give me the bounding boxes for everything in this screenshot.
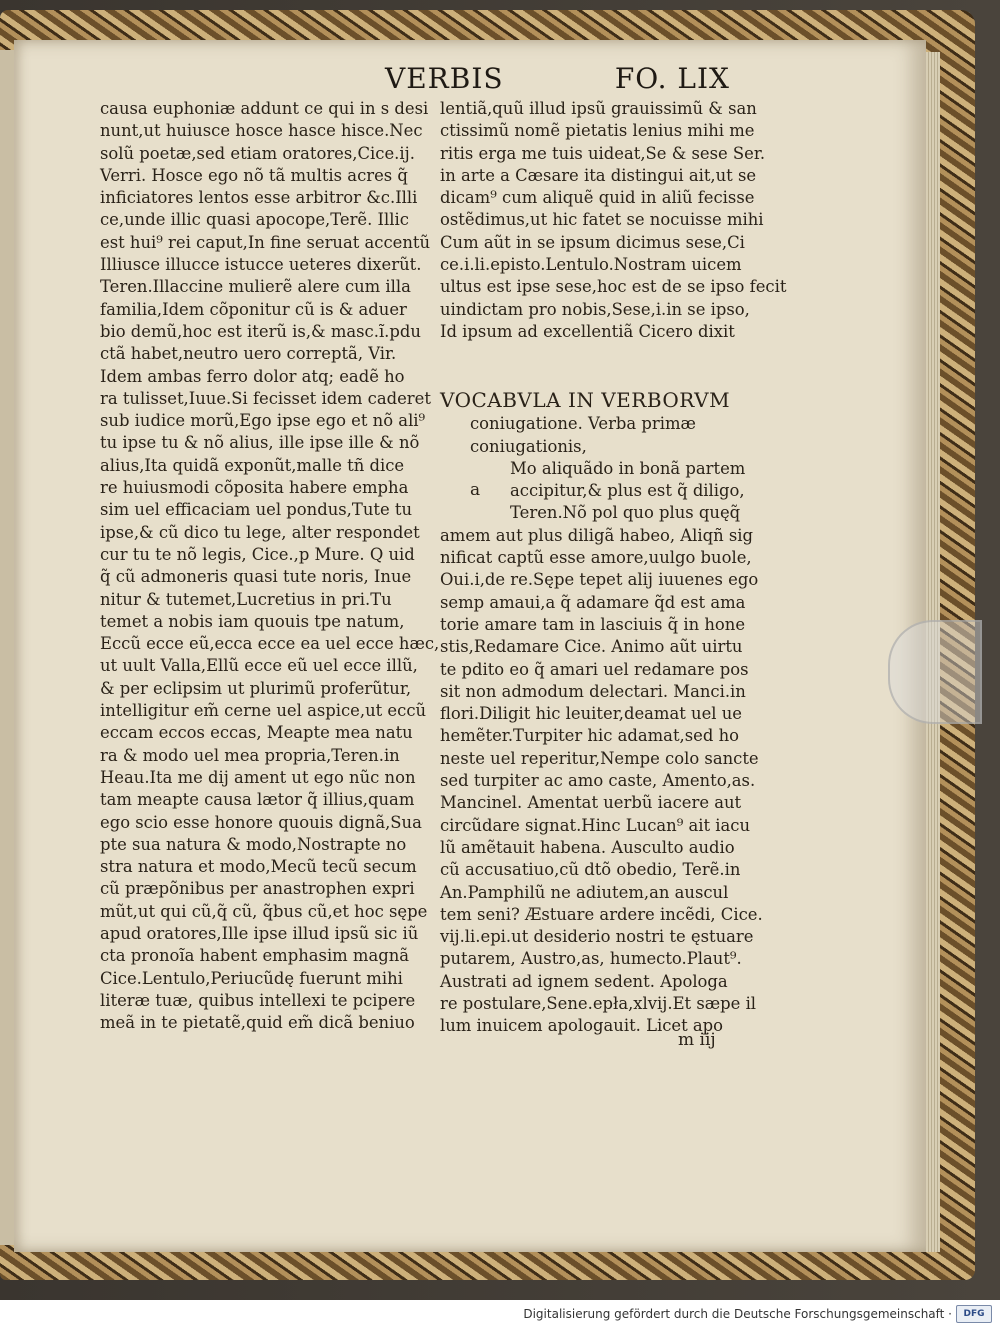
right-text-column xyxy=(440,98,787,1038)
text-line: Austrati ad ignem sedent. Apologa xyxy=(440,971,728,991)
text-line: Mancinel. Amentat uerbũ iacere aut xyxy=(440,793,742,813)
signature-mark: m iij xyxy=(678,1030,716,1050)
text-line: stra natura et modo,Mecũ tecũ secum xyxy=(100,857,417,877)
text-line: Verri. Hosce ego nõ tã multis acres q̃ xyxy=(100,165,408,185)
text-line: sub iudice morũ,Ego ipse ego et nõ ali⁹ xyxy=(100,411,426,431)
text-line: torie amare tam in lasciuis q̃ in hone xyxy=(440,614,746,634)
text-line: alius,Ita quidã exponũt,malle tñ dice xyxy=(100,455,405,475)
text-line: intelligitur em̃ cerne uel aspice,ut eccũ xyxy=(100,701,427,721)
text-line: tu ipse tu & nõ alius, ille ipse ille & nõ xyxy=(100,433,420,453)
text-line: in arte a Cæsare ita distingui ait,ut se xyxy=(440,165,757,185)
text-line: te pdito eo q̃ amari uel redamare pos xyxy=(440,659,749,679)
text-line: inficiatores lentos esse arbitror &c.Illi xyxy=(100,188,418,208)
text-line: ut uult Valla,Ellũ ecce eũ uel ecce illũ, xyxy=(100,656,418,676)
text-line: circũdare signat.Hinc Lucan⁹ ait iacu xyxy=(440,815,751,835)
text-line: est hui⁹ rei caput,In fine seruat accentũ xyxy=(100,232,431,252)
text-line: Teren.Illaccine mulierẽ alere cum illa xyxy=(100,277,411,297)
text-line: dicam⁹ cum aliquẽ quid in aliũ fecisse xyxy=(440,188,755,208)
text-line: cũ accusatiuo,cũ dtõ obedio, Terẽ.in xyxy=(440,860,741,880)
text-line: q̃ cũ admoneris quasi tute noris, Inue xyxy=(100,567,412,587)
text-line: Illiusce illucce istucce ueteres dixerũt. xyxy=(100,255,422,275)
text-line: re huiusmodi cõposita habere empha xyxy=(100,478,409,498)
text-line: temet a nobis iam quouis tpe natum, xyxy=(100,611,405,631)
text-line: lentiã,quũ illud ipsũ grauissimũ & san xyxy=(440,99,757,118)
text-line: lum inuicem apologauit. Licet apo xyxy=(440,1016,724,1036)
page-clip xyxy=(888,620,982,724)
text-line: tem seni? Æstuare ardere incẽdi, Cice. xyxy=(440,904,763,924)
text-line: ostẽdimus,ut hic fatet se nocuisse mihi xyxy=(440,210,764,230)
text-line: ctissimũ nomẽ pietatis lenius mihi me xyxy=(440,121,755,141)
text-line: Cum aũt in se ipsum dicimus sese,Ci xyxy=(440,232,745,252)
text-line: re postulare,Sene.epła,xlvij.Et sæpe il xyxy=(440,993,757,1013)
text-line: accipitur,& plus est q̃ diligo, xyxy=(510,481,745,501)
text-line: ra tulisset,Iuue.Si fecisset idem caderet xyxy=(100,388,431,408)
running-head xyxy=(385,62,730,98)
marginal-letter: a xyxy=(470,480,481,500)
text-line: nificat captũ esse amore,uulgo buole, xyxy=(440,548,752,568)
section-subheading: coniugatione. Verba primæ xyxy=(470,414,696,434)
dfg-logo: DFG xyxy=(956,1305,992,1323)
text-line: sit non admodum delectari. Manci.in xyxy=(440,681,746,701)
text-line: nitur & tutemet,Lucretius in pri.Tu xyxy=(100,589,392,609)
text-line: Eccũ ecce eũ,ecca ecce ea uel ecce hæc, xyxy=(100,634,440,654)
text-line: Oui.i,de re.Sępe tepet alij iuuenes ego xyxy=(440,570,759,590)
text-line: ritis erga me tuis uideat,Se & sese Ser. xyxy=(440,143,766,163)
text-line: An.Pamphilũ ne adiutem,an auscul xyxy=(440,882,729,902)
text-line: neste uel reperitur,Nempe colo sancte xyxy=(440,748,759,768)
text-line: Heau.Ita me dij ament ut ego nũc non xyxy=(100,767,416,787)
text-line: tam meapte causa lætor q̃ illius,quam xyxy=(100,790,415,810)
text-line: Idem ambas ferro dolor atq; eadẽ ho xyxy=(100,366,405,386)
text-line: mũt,ut qui cũ,q̃ cũ, q̃bus cũ,et hoc sępe xyxy=(100,901,428,921)
text-line: sed turpiter ac amo caste, Amento,as. xyxy=(440,771,756,791)
text-line: ce,unde illic quasi apocope,Terẽ. Illic xyxy=(100,210,409,230)
section-subheading: coniugationis, xyxy=(470,436,587,456)
text-line: ipse,& cũ dico tu lege, alter respondet xyxy=(100,522,420,542)
footer-credit: Digitalisierung gefördert durch die Deutsche Forschungsgemeinschaft · xyxy=(523,1307,952,1321)
section-heading: VOCABVLA IN VERBORVM xyxy=(440,388,731,413)
text-line: bio demũ,hoc est iterũ is,& masc.ĩ.pdu xyxy=(100,321,421,341)
section-gap xyxy=(440,343,775,387)
left-text-column xyxy=(100,98,440,1034)
text-line: solũ poetæ,sed etiam oratores,Cice.ij. xyxy=(100,143,415,163)
text-line: literæ tuæ, quibus intellexi te pcipere xyxy=(100,990,416,1010)
text-line: ce.i.li.episto.Lentulo.Nostram uicem xyxy=(440,255,742,275)
text-line: ra & modo uel mea propria,Teren.in xyxy=(100,745,400,765)
text-line: sim uel efficaciam uel pondus,Tute tu xyxy=(100,500,413,520)
text-line: meã in te pietatẽ,quid em̃ dicã beniuo xyxy=(100,1013,415,1033)
text-line: pte sua natura & modo,Nostrapte no xyxy=(100,834,407,854)
folio-number: FO. LIX xyxy=(614,62,730,95)
text-line: familia,Idem cõponitur cũ is & aduer xyxy=(100,299,407,319)
text-line: cur tu te nõ legis, Cice.,p Mure. Q uid xyxy=(100,544,415,564)
digitization-footer xyxy=(0,1300,1000,1328)
text-line: ego scio esse honore quouis dignã,Sua xyxy=(100,812,422,832)
text-line: Mo aliquãdo in bonã partem xyxy=(510,458,746,478)
text-line: flori.Diligit hic leuiter,deamat uel ue xyxy=(440,704,742,724)
text-line: ctã habet,neutro uero correptã, Vir. xyxy=(100,344,397,364)
text-line: uindictam pro nobis,Sese,i.in se ipso, xyxy=(440,299,750,319)
text-line: hemẽter.Turpiter hic adamat,sed ho xyxy=(440,726,739,746)
text-line: Cice.Lentulo,Periucũdę fuerunt mihi xyxy=(100,968,403,988)
text-line: ultus est ipse sese,hoc est de se ipso fecit xyxy=(440,277,787,297)
text-line: Id ipsum ad excellentiã Cicero dixit xyxy=(440,321,735,341)
text-line: Teren.Nõ pol quo plus quęq̃ xyxy=(510,503,741,523)
text-line: stis,Redamare Cice. Animo aũt uirtu xyxy=(440,637,743,657)
text-line: eccam eccos eccas, Meapte mea natu xyxy=(100,723,413,743)
text-line: vij.li.epi.ut desiderio nostri te ęstuare xyxy=(440,927,754,947)
text-line: nunt,ut huiusce hosce hasce hisce.Nec xyxy=(100,121,423,141)
text-line: cũ præpõnibus per anastrophen expri xyxy=(100,879,415,899)
text-line: & per eclipsim ut plurimũ proferũtur, xyxy=(100,678,412,698)
text-line: amem aut plus diligã habeo, Aliqñ sig xyxy=(440,525,754,545)
text-line: semp amaui,a q̃ adamare q̃d est ama xyxy=(440,592,746,612)
text-line: causa euphoniæ addunt ce qui in s desi xyxy=(100,99,429,118)
text-line: cta pronoĩa habent emphasim magnã xyxy=(100,946,410,966)
running-head-word: VERBIS xyxy=(385,62,504,95)
text-line: putarem, Austro,as, humecto.Plaut⁹. xyxy=(440,949,742,969)
text-line: apud oratores,Ille ipse illud ipsũ sic iũ xyxy=(100,923,419,943)
text-line: lũ amẽtauit habena. Ausculto audio xyxy=(440,837,735,857)
